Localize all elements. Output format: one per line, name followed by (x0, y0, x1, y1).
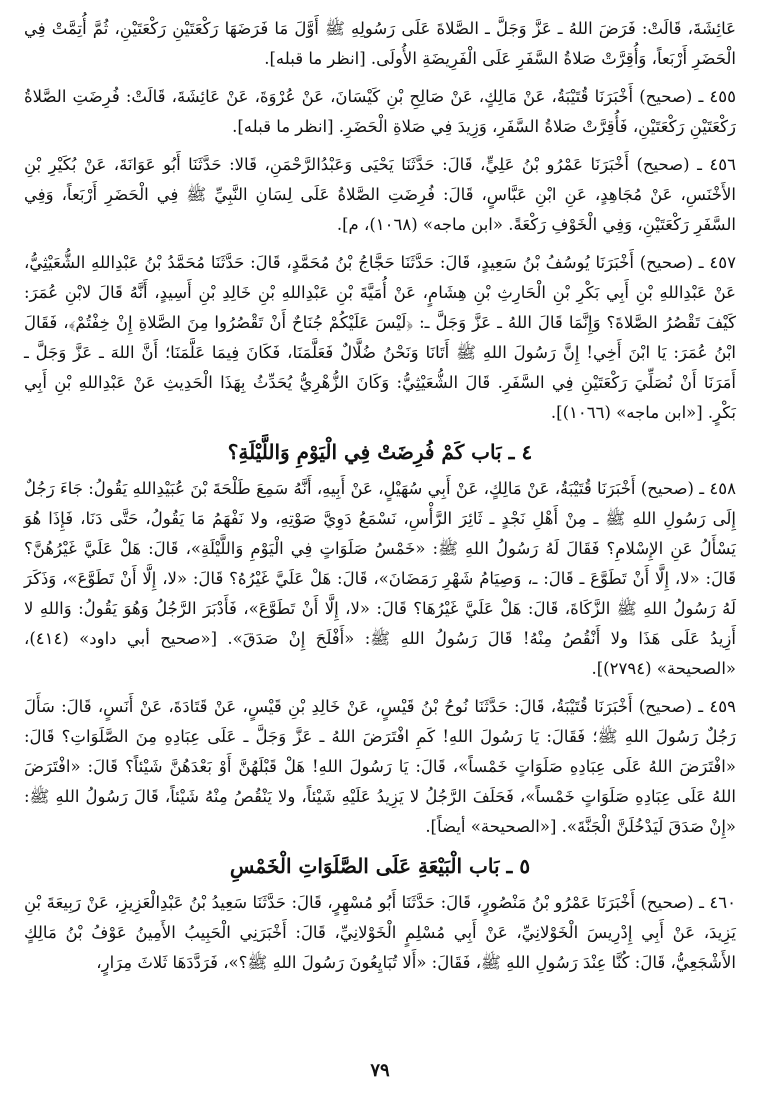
hadith-457 (24, 248, 736, 428)
hadith-text: ٤٥٧ ـ (صحيح) أَخْبَرَنَا يُوسُفُ بْنُ سَعِيدٍ، قَالَ: حَدَّثَنَا حَجَّاجُ بْنُ مُحَمَّدٍ، قَالَ: حَدَّثَنَا مُحَمَّدُ بْنُ عَبْدِاللهِ الشُّعَيْثِيُّ، عَنْ عَبْدِاللهِ بْنِ أَبِي بَكْرِ بْنِ الْحَارِثِ بْنِ هِشَامٍ، عَنْ أُمَيَّةَ بْنِ عَبْدِاللهِ بْنِ خَالِدِ بْنِ أَسِيدٍ، أَنَّهُ قَالَ لابْنِ عُمَرَ: كَيْفَ تَقْصُرُ الصَّلاةَ؟ وَإِنَّمَا قَالَ اللهُ ـ عَزَّ وَجَلَّ ـ: ﴿لَيْسَ عَلَيْكُمْ جُنَاحٌ أَنْ تَقْصُرُوا مِنَ الصَّلاةِ إِنْ خِفْتُمْ﴾، فَقَالَ ابْنُ عُمَرَ: يَا ابْنَ أَخِي! إِنَّ رَسُولَ اللهِ ﷺ أَتَانَا وَنَحْنُ ضُلَّالٌ فَعَلَّمَنَا، فَكَانَ فِيمَا عَلَّمَنَا؛ أَنَّ اللهَ ـ عَزَّ وَجَلَّ ـ أَمَرَنَا أَنْ نُصَلِّيَ رَكْعَتَيْنِ فِي السَّفَرِ. قَالَ الشُّعَيْثِيُّ: وَكَانَ الزُّهْرِيُّ يُحَدِّثُ بِهَذَا الْحَدِيثِ عَنْ عَبْدِاللهِ بْنِ أَبِي بَكْرٍ. [«ابن ماجه» (١٠٦٦)]. (24, 253, 736, 422)
hadith-460 (24, 888, 736, 978)
page-number: ٧٩ (370, 1060, 390, 1081)
hadith-text: ٤٥٨ ـ (صحيح) أَخْبَرَنَا قُتَيْبَةُ، عَنْ مَالِكٍ، عَنْ أَبِي سُهَيْلٍ، عَنْ أَبِيهِ، أَنَّهُ سَمِعَ طَلْحَةَ بْنَ عُبَيْدِاللهِ يَقُولُ: جَاءَ رَجُلٌ إِلَى رَسُولِ اللهِ ﷺ ـ مِنْ أَهْلِ نَجْدٍ ـ ثَائِرَ الرَّأْسِ، نَسْمَعُ دَوِيَّ صَوْتِهِ، ولا نَفْهَمُ مَا يَقُولُ، حَتَّى دَنَا، فَإِذَا هُوَ يَسْأَلُ عَنِ الإِسْلامِ؟ فَقَالَ لَهُ رَسُولُ اللهِ ﷺ: «خَمْسُ صَلَوَاتٍ فِي الْيَوْمِ وَاللَّيْلَةِ»، قَالَ: هَلْ عَلَيَّ غَيْرُهُنَّ؟ قَالَ: «لا، إِلَّا أَنْ تَطَوَّعَ ـ قَالَ: ـ، وَصِيَامُ شَهْرِ رَمَضَانَ»، قَالَ: هَلْ عَلَيَّ غَيْرُهُ؟ قَالَ: «لا، إِلَّا أَنْ تَطَوَّعَ»، وَذَكَرَ لَهُ رَسُولُ اللهِ ﷺ الزَّكَاةَ، قَالَ: هَلْ عَلَيَّ غَيْرُهَا؟ قَالَ: «لا، إِلَّا أَنْ تَطَوَّعَ»، فَأَدْبَرَ الرَّجُلُ وَهُوَ يَقُولُ: وَاللهِ لا أَزِيدُ عَلَى هَذَا ولا أَنْقُصُ مِنْهُ! قَالَ رَسُولُ اللهِ ﷺ: «أَفْلَحَ إِنْ صَدَقَ». [«صحيح أبي داود» (٤١٤)، «الصحيحة» (٢٧٩٤)]. (24, 479, 736, 678)
hadith-459 (24, 692, 736, 842)
hadith-text: عَائِشَةَ، قَالَتْ: فَرَضَ اللهُ ـ عَزَّ وَجَلَّ ـ الصَّلاةَ عَلَى رَسُولِهِ ﷺ أَوَّلَ مَا فَرَضَهَا رَكْعَتَيْنِ رَكْعَتَيْنِ، ثُمَّ أُتِمَّتْ فِي الْحَضَرِ أَرْبَعاً، وَأُقِرَّتْ صَلاةُ السَّفَرِ عَلَى الْفَرِيضَةِ الأُولَى. [انظر ما قبله]. (24, 19, 736, 68)
hadith-455 (24, 82, 736, 142)
hadith-text: ٤٥٥ ـ (صحيح) أَخْبَرَنَا قُتَيْبَةُ، عَنْ مَالِكٍ، عَنْ صَالِحِ بْنِ كَيْسَانَ، عَنْ عُرْوَةَ، عَنْ عَائِشَةَ، قَالَتْ: فُرِضَتِ الصَّلاةُ رَكْعَتَيْنِ رَكْعَتَيْنِ، فَأُقِرَّتْ صَلاةُ السَّفَرِ، وَزِيدَ فِي صَلاةِ الْحَضَرِ. [انظر ما قبله]. (24, 87, 736, 136)
chapter-heading-4: ٤ ـ بَاب كَمْ فُرِضَتْ فِي الْيَوْمِ وَاللَّيْلَةِ؟ (227, 440, 533, 464)
hadith-458 (24, 474, 736, 684)
hadith-text: ٤٦٠ ـ (صحيح) أَخْبَرَنَا عَمْرُو بْنُ مَنْصُورٍ، قَالَ: حَدَّثَنَا أَبُو مُسْهِرٍ، قَالَ: حَدَّثَنَا سَعِيدُ بْنُ عَبْدِالْعَزِيزِ، عَنْ رَبِيعَةَ بْنِ يَزِيدَ، عَنْ أَبِي إِدْرِيسَ الْخَوْلانِيِّ، عَنْ أَبِي مُسْلِمٍ الْخَوْلانِيِّ، قَالَ: أَخْبَرَنِي الْحَبِيبُ الأَمِينُ عَوْفُ بْنُ مَالِكٍ الأَشْجَعِيُّ، قَالَ: كُنَّا عِنْدَ رَسُولِ اللهِ ﷺ، فَقَالَ: «أَلا تُبَايِعُونَ رَسُولَ اللهِ ﷺ؟»، فَرَدَّدَهَا ثَلاثَ مِرَارٍ، (24, 893, 736, 972)
paragraph-continuation (24, 14, 736, 74)
hadith-text: ٤٥٦ ـ (صحيح) أَخْبَرَنَا عَمْرُو بْنُ عَلِيٍّ، قَالَ: حَدَّثَنَا يَحْيَى وَعَبْدُالرَّحْمَنِ، قَالا: حَدَّثَنَا أَبُو عَوَانَةَ، عَنْ بُكَيْرِ بْنِ الأَخْنَسِ، عَنْ مُجَاهِدٍ، عَنِ ابْنِ عَبَّاسٍ، قَالَ: فُرِضَتِ الصَّلاةُ عَلَى لِسَانِ النَّبِيِّ ﷺ فِي الْحَضَرِ أَرْبَعاً، وَفِي السَّفَرِ رَكْعَتَيْنِ، وَفِي الْخَوْفِ رَكْعَةً. «ابن ماجه» (١٠٦٨)، م]. (24, 155, 736, 234)
chapter-heading-5: ٥ ـ بَاب الْبَيْعَةِ عَلَى الصَّلَوَاتِ الْخَمْسِ (229, 854, 531, 878)
hadith-text: ٤٥٩ ـ (صحيح) أَخْبَرَنَا قُتَيْبَةُ، قَالَ: حَدَّثَنَا نُوحُ بْنُ قَيْسٍ، عَنْ خَالِدِ بْنِ قَيْسٍ، عَنْ قَتَادَةَ، عَنْ أَنَسٍ، قَالَ: سَأَلَ رَجُلٌ رَسُولَ اللهِ ﷺ؛ فَقَالَ: يَا رَسُولَ اللهِ! كَمِ افْتَرَضَ اللهُ ـ عَزَّ وَجَلَّ ـ عَلَى عِبَادِهِ مِنَ الصَّلَوَاتِ؟ قَالَ: «افْتَرَضَ اللهُ عَلَى عِبَادِهِ صَلَوَاتٍ خَمْساً»، قَالَ: يَا رَسُولَ اللهِ! هَلْ قَبْلَهُنَّ أَوْ بَعْدَهُنَّ شَيْئاً؟ قَالَ: «افْتَرَضَ اللهُ عَلَى عِبَادِهِ صَلَوَاتٍ خَمْساً»، فَحَلَفَ الرَّجُلُ لا يَزِيدُ عَلَيْهِ شَيْئاً، ولا يَنْقُصُ مِنْهُ شَيْئاً، قَالَ رَسُولُ اللهِ ﷺ: «إِنْ صَدَقَ لَيَدْخُلَنَّ الْجَنَّةَ». [«الصحيحة» أيضاً]. (24, 697, 736, 836)
hadith-456 (24, 150, 736, 240)
